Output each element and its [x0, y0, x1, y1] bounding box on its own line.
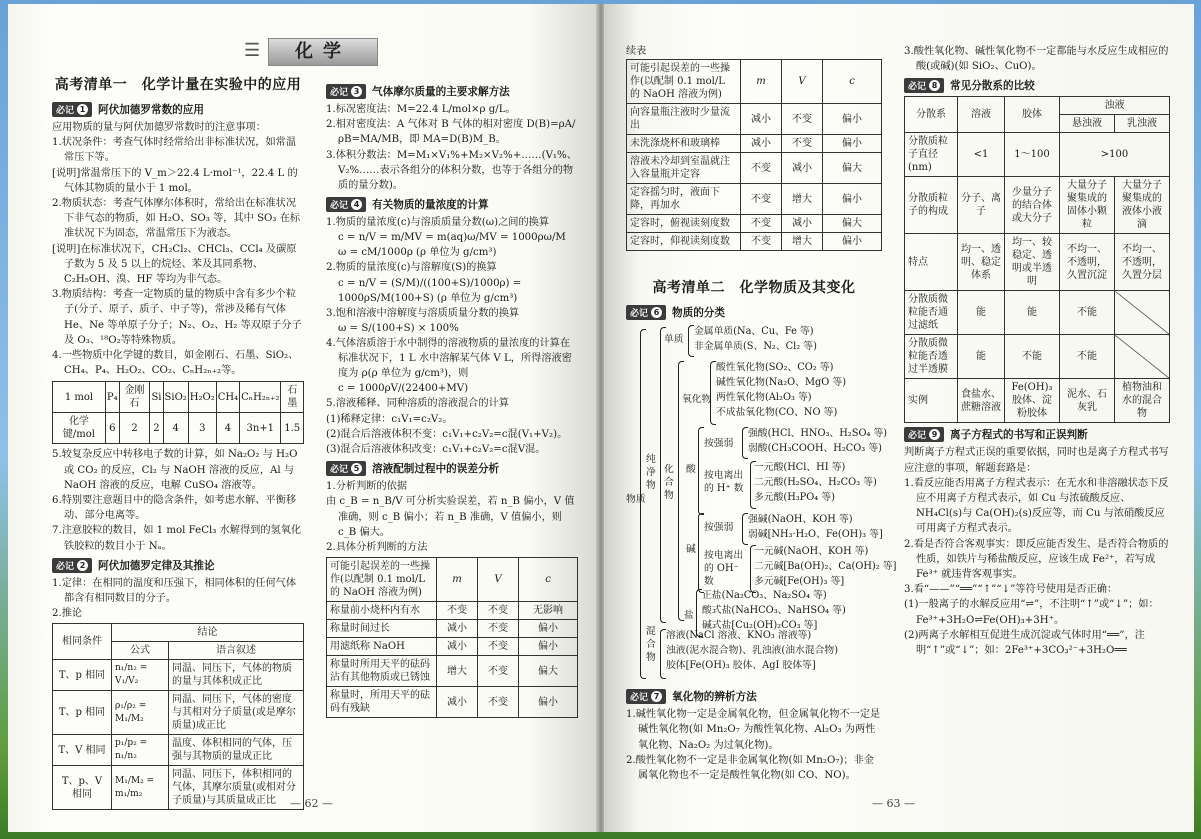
- table-cell: 2: [150, 413, 163, 444]
- paragraph-line: 2.物质的量浓度(c)与溶解度(S)的换算: [326, 262, 497, 274]
- paragraph-line: 6.特别要注意题目中的隐含条件，如考虑水解、平衡移动、部分电离等。: [52, 495, 297, 522]
- table-cell: 不变: [478, 602, 519, 620]
- section-title: 溶液配制过程中的误差分析: [372, 463, 500, 476]
- tree-node: 强酸(HCl、HNO₃、H₂SO₄ 等): [748, 428, 888, 440]
- table-cell: 减小: [437, 638, 478, 656]
- table-header-row: [627, 60, 882, 104]
- table-row: [627, 135, 882, 153]
- formula-line: ω = cM/1000ρ (ρ 单位为 g/cm³): [338, 247, 497, 259]
- table-cell: 大量分子聚集成的液体小液滴: [1115, 177, 1170, 234]
- table-cell: 实例: [905, 379, 958, 423]
- table-cell: 4: [163, 413, 188, 444]
- tree-node: 弱酸(CH₃COOH、H₂CO₃ 等): [748, 443, 882, 455]
- table-cell: 减小: [782, 215, 823, 233]
- page-number-right: — 63 —: [872, 797, 915, 810]
- right-column-1: [626, 44, 897, 783]
- table-cell: 不变: [782, 104, 823, 135]
- tree-node: 正盐(Na₂CO₃、Na₂SO₄ 等): [702, 590, 827, 602]
- table-header-cell: 相同条件: [53, 624, 112, 660]
- table-cell: 同温、同压下，气体的物质的量与其体积成正比: [169, 660, 304, 691]
- table-row: [627, 233, 882, 251]
- table-row: [627, 184, 882, 215]
- paragraph-line: 1.物质的量浓度(c)与溶质质量分数(ω)之间的换算: [326, 217, 550, 229]
- table-cell: 3: [188, 413, 216, 444]
- table-cell: <1: [958, 133, 1005, 177]
- formula-line: c = n/V = (S/M)/((100+S)/1000ρ) = 1000ρS/M(100+S) (ρ 单位为 g/cm³): [338, 277, 522, 304]
- table-cell: 偏小: [823, 233, 882, 251]
- table-cell: 2: [119, 413, 150, 444]
- paragraph-line: 3.看“——”“══”“↑”“↓”等符号使用是否正确：: [904, 584, 1118, 596]
- table-cell: 不变: [478, 638, 519, 656]
- table-cell: >100: [1060, 133, 1170, 177]
- table-row: [627, 104, 882, 135]
- bond-count-table: [52, 381, 304, 444]
- tree-node: 一元碱(NaOH、KOH 等): [754, 546, 869, 558]
- table-cell: 减小: [782, 153, 823, 184]
- section-title: 物质的分类: [672, 307, 725, 320]
- tree-root: 物质: [626, 494, 646, 506]
- paragraph-line: 1.标况密度法：M=22.4 L/mol×ρ g/L。: [326, 104, 516, 115]
- table-cell: 不变: [782, 135, 823, 153]
- table-cell: SiO₂: [163, 382, 188, 413]
- table-cell: 偏大: [519, 656, 578, 687]
- table-header-cell: m: [437, 558, 478, 602]
- empty-diagonal-cell: [1115, 291, 1170, 335]
- error-analysis-table-continued: [626, 59, 882, 251]
- tree-node: 一元酸(HCl、HI 等): [754, 462, 846, 474]
- section-4-heading: [326, 197, 578, 212]
- table-header-cell: 分散系: [905, 97, 958, 133]
- table-cell: 减小: [741, 104, 782, 135]
- table-row: [627, 153, 882, 184]
- table-cell: H₂O₂: [188, 382, 216, 413]
- table-cell: 偏大: [823, 215, 882, 233]
- table-cell: 均一、透明、稳定体系: [958, 234, 1005, 291]
- table-row: [905, 379, 1170, 423]
- tree-node: 酸: [686, 464, 696, 476]
- table-cell: 4: [216, 413, 239, 444]
- paragraph-line: [说明]常温常压下的 V_m＞22.4 L·mol⁻¹，22.4 L 的气体其物质的量小于 1 mol。: [52, 167, 298, 194]
- table-cell: 不变: [437, 602, 478, 620]
- table-row: [327, 602, 578, 620]
- table-cell: 1.5: [281, 413, 304, 444]
- tree-node: 酸式盐(NaHCO₃、NaHSO₄ 等): [702, 605, 846, 617]
- paragraph-line: 3.饱和溶液中溶解度与溶质质量分数的换算: [326, 307, 520, 319]
- table-cell: 增大: [782, 233, 823, 251]
- table-cell: 食盐水、蔗糖溶液: [958, 379, 1005, 423]
- table-cell: 不变: [741, 184, 782, 215]
- table-header-cell: c: [519, 558, 578, 602]
- table-cell: 1～100: [1005, 133, 1060, 177]
- section-title: 常见分散系的比较: [950, 80, 1035, 93]
- table-cell: 减小: [741, 135, 782, 153]
- paragraph-line: (1)一般离子的水解反应用“⇌”，不注明“↑”或“↓”；如：Fe³⁺+3H₂O⇌Fe(OH)₃+3H⁺。: [904, 599, 1159, 626]
- table-row: [53, 413, 304, 444]
- unit-2-title: 高考清单二 化学物质及其变化: [652, 280, 856, 297]
- paragraph-line: 3.物质结构：考查一定物质的量的物质中含有多少个粒子(分子、原子、质子、中子等)，常涉及稀有气体 He、Ne 等单原子分子；N₂、O₂、H₂ 等双原子分子及 O₃、¹⁸O₂等特殊物质。: [52, 289, 302, 346]
- paragraph-line: 2.物质状态：考查气体摩尔体积时，常给出在标准状况下非气态的物质，如 H₂O、SO₃ 等，其中 SO₃ 在标准状况下为固态，常温常压下为液态。: [52, 198, 301, 240]
- table-cell: p₁/p₂ = n₁/n₂: [112, 735, 169, 766]
- paragraph-line: 2.酸性氧化物不一定是非金属氧化物(如 Mn₂O₇)；非金属氧化物也不一定是酸性氧化物(如 CO、NO)。: [626, 754, 874, 782]
- tree-node: 浊液(泥水混合物)、乳浊液(油水混合物): [666, 645, 839, 657]
- section-title: 有关物质的量浓度的计算: [372, 199, 489, 212]
- table-row: [905, 133, 1170, 177]
- table-header-cell: 可能引起误差的一些操作(以配制 0.1 mol/L 的 NaOH 溶液为例): [627, 60, 741, 104]
- tree-node: 盐: [684, 610, 694, 622]
- section-2-heading: [52, 558, 304, 573]
- tree-node: 不成盐氧化物(CO、NO 等): [716, 407, 838, 419]
- section-9-heading: [904, 427, 1170, 442]
- empty-diagonal-cell: [1115, 335, 1170, 379]
- table-header-cell: 胶体: [1005, 97, 1060, 133]
- section-badge: 必记 1: [52, 102, 92, 117]
- formula-line: c = n/V = m/MV = m(aq)ω/MV = 1000ρω/M: [338, 232, 566, 244]
- paragraph-line: 1.定律：在相同的温度和压强下，相同体积的任何气体都含有相同数目的分子。: [52, 577, 297, 605]
- table-cell: 不变: [741, 153, 782, 184]
- section-6-heading: [626, 305, 882, 320]
- table-row: [627, 215, 882, 233]
- table-row: [327, 638, 578, 656]
- tree-node: 氧化物: [682, 394, 712, 406]
- section-badge: 必记 8: [904, 78, 944, 93]
- table-cell: 称量时间过长: [327, 620, 437, 638]
- paragraph-line: 5.溶液稀释、同种溶质的溶液混合的计算: [326, 398, 509, 410]
- table-cell: 能: [958, 291, 1005, 335]
- section-badge: 必记 2: [52, 558, 92, 573]
- table-cell: 同温、同压下，气体的密度与其相对分子质量(或是摩尔质量)成正比: [169, 691, 304, 735]
- table-cell: 大量分子聚集成的固体小颗粒: [1060, 177, 1115, 234]
- section-8-heading: [904, 78, 1170, 93]
- table-cell: 偏小: [519, 620, 578, 638]
- paragraph-line: (3)混合后溶液体积改变：c₁V₁+c₂V₂=c混V混。: [326, 444, 546, 456]
- formula-line: c = 1000ρV/(22400+MV): [338, 383, 469, 395]
- paragraph-line: (1)稀释定律：c₁V₁=c₂V₂。: [326, 413, 453, 425]
- right-page: [604, 4, 1194, 832]
- table-row: [905, 291, 1170, 335]
- table-cell: 化学键/mol: [53, 413, 106, 444]
- table-header-cell: 可能引起误差的一些操作(以配制 0.1 mol/L 的 NaOH 溶液为例): [327, 558, 437, 602]
- table-header-row: [53, 624, 304, 642]
- table-cell: 定容时，俯视读刻度数: [627, 215, 741, 233]
- tree-node: 化合物: [664, 464, 674, 502]
- paragraph-line: 应用物质的量与阿伏加德罗常数时的注意事项：: [52, 122, 266, 133]
- section-badge: 必记 5: [326, 461, 366, 476]
- tree-node: 强碱(NaOH、KOH 等): [748, 514, 853, 526]
- tree-node: 弱碱[NH₃·H₂O、Fe(OH)₃ 等]: [748, 529, 883, 541]
- tree-node: 胶体[Fe(OH)₃ 胶体、AgI 胶体等]: [666, 660, 816, 672]
- table-cell: 少量分子的结合体或大分子: [1005, 177, 1060, 234]
- section-1-heading: [52, 102, 304, 117]
- paragraph-line: 3.酸性氧化物、碱性氧化物不一定都能与水反应生成相应的酸(或碱)(如 SiO₂、CuO)。: [904, 46, 1169, 73]
- section-title: 阿伏加德罗常数的应用: [98, 104, 204, 116]
- section-badge: 必记 7: [626, 689, 666, 704]
- section-7-heading: [626, 689, 882, 704]
- paragraph-line: 2.具体分析判断的方法: [326, 542, 428, 554]
- table-cell: 溶液未冷却到室温就注入容量瓶并定容: [627, 153, 741, 184]
- open-book: [8, 4, 1194, 832]
- table-cell: 减小: [437, 620, 478, 638]
- table-row: [327, 620, 578, 638]
- table-cell: 增大: [437, 656, 478, 687]
- table-cell: 称量前小烧杯内有水: [327, 602, 437, 620]
- table-cell: 金刚石: [119, 382, 150, 413]
- formula-line: ω = S/(100+S) × 100%: [338, 322, 459, 334]
- table-header-cell: 乳浊液: [1115, 115, 1170, 133]
- table-cell: 不变: [478, 687, 519, 718]
- paragraph-line: 2.推论: [52, 608, 83, 620]
- table-cell: 不变: [478, 656, 519, 687]
- table-cell: 称量时所用天平的砝码沾有其他物质或已锈蚀: [327, 656, 437, 687]
- table-cell: 分散质微粒能否通过滤纸: [905, 291, 958, 335]
- tree-node: 二元碱[Ba(OH)₂、Ca(OH)₂ 等]: [754, 561, 897, 573]
- tree-node: 按电离出的 H⁺ 数: [704, 470, 744, 495]
- tree-node: 纯净物: [646, 454, 656, 492]
- table-cell: 均一、较稳定、透明或半透明: [1005, 234, 1060, 291]
- table-row: [53, 382, 304, 413]
- tree-node: 二元酸(H₂SO₄、H₂CO₃ 等): [754, 477, 877, 489]
- table-cell: 不均一、不透明，久置分层: [1115, 234, 1170, 291]
- table-row: [905, 177, 1170, 234]
- table-cell: T、p 相同: [53, 660, 112, 691]
- tree-node: 非金属单质(S、N₂、Cl₂ 等): [694, 341, 817, 353]
- table-row: [327, 656, 578, 687]
- table-cell: 3n+1: [240, 413, 281, 444]
- table-cell: 分散质粒子直径(nm): [905, 133, 958, 177]
- table-cell: 石墨: [281, 382, 304, 413]
- table-header-cell: 公式: [112, 642, 169, 660]
- table-cell: M₁/M₂ = m₁/m₂: [112, 766, 169, 810]
- tree-node: 按强弱: [704, 438, 734, 450]
- table-header-cell: 溶液: [958, 97, 1005, 133]
- table-cell: 定容摇匀时，液面下降，再加水: [627, 184, 741, 215]
- table-cell: 分子、离子: [958, 177, 1005, 234]
- tree-node: 混合物: [646, 626, 656, 664]
- tree-node: 多元酸(H₃PO₄ 等): [754, 492, 835, 504]
- table-cell: 不能: [1060, 291, 1115, 335]
- paragraph-line: 3.体积分数法：M=M₁×V₁%+M₂×V₂%+……(V₁%、V₂%……表示各组分的体积分数，也等于各组分的物质的量分数)。: [326, 149, 577, 192]
- table-cell: 偏小: [823, 135, 882, 153]
- table-header-row: [905, 97, 1170, 115]
- table-cell: 不能: [1005, 335, 1060, 379]
- tree-node: 按电离出的 OH⁻ 数: [704, 550, 744, 588]
- paragraph-line: 判断离子方程式正误的重要依据，同时也是离子方程式书写应注意的事项，解题套路是：: [904, 447, 1169, 474]
- table-header-row: [327, 558, 578, 602]
- table-cell: 不变: [741, 215, 782, 233]
- table-header-cell: V: [782, 60, 823, 104]
- table-cell: ρ₁/ρ₂ = M₁/M₂: [112, 691, 169, 735]
- section-3-heading: [326, 84, 578, 99]
- table-cell: Fe(OH)₃ 胶体、淀粉胶体: [1005, 379, 1060, 423]
- tree-node: 溶液(NaCl 溶液、KNO₃ 溶液等): [666, 630, 812, 642]
- table-cell: 偏小: [823, 104, 882, 135]
- table-cell: 减小: [437, 687, 478, 718]
- continued-label: 续表: [626, 46, 647, 57]
- table-cell: 称量时，所用天平的砝码有残缺: [327, 687, 437, 718]
- tree-node: 金属单质(Na、Cu、Fe 等): [694, 326, 814, 338]
- right-column-2: [904, 44, 1170, 658]
- table-header-cell: 浊液: [1060, 97, 1170, 115]
- table-cell: 偏小: [519, 638, 578, 656]
- table-row: [53, 735, 304, 766]
- table-cell: 增大: [782, 184, 823, 215]
- table-header-cell: c: [823, 60, 882, 104]
- paragraph-line: [说明]在标准状况下，CH₂Cl₂、CHCl₃、CCl₄ 及碳原子数为 5 及 5 以上的烷烃、苯及其同系物、C₂H₅OH、溴、HF 等均为非气态。: [52, 243, 297, 286]
- tree-node: 碱性氧化物(Na₂O、MgO 等): [716, 377, 847, 389]
- table-cell: 偏大: [823, 153, 882, 184]
- table-cell: Si: [150, 382, 163, 413]
- book-stack-icon: ☰: [244, 40, 261, 61]
- section-title: 阿伏加德罗定律及其推论: [98, 559, 215, 572]
- table-row: [53, 660, 304, 691]
- table-cell: 6: [105, 413, 119, 444]
- paragraph-line: 1.状况条件：考查气体时经常给出非标准状况，如常温常压下等。: [52, 137, 297, 164]
- table-cell: 偏小: [519, 687, 578, 718]
- table-cell: 不变: [478, 620, 519, 638]
- table-cell: 能: [1005, 291, 1060, 335]
- table-header-cell: 悬浊液: [1060, 115, 1115, 133]
- table-cell: CₙH₂ₙ₊₂: [240, 382, 281, 413]
- table-header-cell: 结论: [112, 624, 304, 642]
- paragraph-line: (2)两离子水解相互促进生成沉淀或气体时用“══”，注明“↑”或“↓”；如：2Fe³⁺+3CO₃²⁻+3H₂O══: [904, 629, 1145, 657]
- paragraph-line: 4.气体溶质溶于水中制得的溶液物质的量浓度的计算在标准状况下，1 L 水中溶解某气体 V L，所得溶液密度为 ρ(ρ 单位为 g/cm³)，则: [326, 337, 572, 380]
- table-cell: 特点: [905, 234, 958, 291]
- table-cell: 1 mol: [53, 382, 106, 413]
- table-cell: 不变: [741, 233, 782, 251]
- table-row: [327, 687, 578, 718]
- paragraph-line: 1.看反应能否用离子方程式表示：在无水和非溶融状态下反应不用离子方程式表示，如 Cu 与浓硫酸反应、NH₄Cl(s)与 Ca(OH)₂(s)反应等，而 Cu 与浓硝酸反应可用离子方程式表示。: [904, 477, 1169, 535]
- table-row: [53, 691, 304, 735]
- section-badge: 必记 4: [326, 197, 366, 212]
- paragraph-line: 5.较复杂反应中转移电子数的计算，如 Na₂O₂ 与 H₂O 或 CO₂ 的反应，Cl₂ 与 NaOH 溶液的反应，Al 与 NaOH 溶液的反应，电解 CuSO₄ 溶液等。: [52, 449, 298, 491]
- tree-node: 多元碱[Fe(OH)₃ 等]: [754, 576, 845, 588]
- error-analysis-table: [326, 557, 578, 718]
- tree-node: 酸性氧化物(SO₂、CO₂ 等): [716, 362, 834, 374]
- section-title: 离子方程式的书写和正误判断: [950, 429, 1088, 442]
- section-title: 气体摩尔质量的主要求解方法: [372, 86, 510, 98]
- section-badge: 必记 3: [326, 84, 366, 99]
- avogadro-law-table: [52, 623, 304, 810]
- page-number-left: — 62 —: [290, 797, 333, 810]
- table-cell: T、p 相同: [53, 691, 112, 735]
- paragraph-line: (2)混合后溶液体积不变：c₁V₁+c₂V₂=c混(V₁+V₂)。: [326, 428, 568, 440]
- dispersion-system-table: [904, 96, 1170, 423]
- table-cell: 不能: [1060, 335, 1115, 379]
- paragraph-line: 2.相对密度法：A 气体对 B 气体的相对密度 D(B)=ρA/ρB=MA/MB，即 MA=D(B)M_B。: [326, 119, 576, 146]
- unit-title: 高考清单一 化学计量在实验中的应用: [54, 77, 302, 93]
- left-column-2: [326, 80, 578, 718]
- table-cell: T、V 相同: [53, 735, 112, 766]
- tree-node: 单质: [664, 334, 684, 346]
- table-cell: 偏小: [823, 184, 882, 215]
- table-cell: 无影响: [519, 602, 578, 620]
- paragraph-line: 1.碱性氧化物一定是金属氧化物，但金属氧化物不一定是碱性氧化物(如 Mn₂O₇ 为酸性氧化物、Al₂O₃ 为两性氧化物、Na₂O₂ 为过氧化物)。: [626, 709, 881, 751]
- table-cell: 未洗涤烧杯和玻璃棒: [627, 135, 741, 153]
- table-header-cell: m: [741, 60, 782, 104]
- tree-node: 两性氧化物(Al₂O₃ 等): [716, 392, 812, 404]
- left-column-1: [52, 68, 304, 810]
- table-cell: 分散质微粒能否透过半透膜: [905, 335, 958, 379]
- section-5-heading: [326, 461, 578, 476]
- table-cell: 定容时，仰视读刻度数: [627, 233, 741, 251]
- table-cell: 同温、同压下，体积相同的气体，其摩尔质量(或相对分子质量)与其质量成正比: [169, 766, 304, 810]
- table-cell: CH₄: [216, 382, 239, 413]
- table-cell: 泥水、石灰乳: [1060, 379, 1115, 423]
- table-cell: 分散质粒子的构成: [905, 177, 958, 234]
- section-badge: 必记 9: [904, 427, 944, 442]
- paragraph-line: 2.看是否符合客观事实：即反应能否发生、是否符合物质的性质，如铁片与稀盐酸反应，应该生成 Fe²⁺，若写成 Fe³⁺ 就违背客观事实。: [904, 538, 1169, 581]
- table-header-cell: V: [478, 558, 519, 602]
- classification-tree: [626, 323, 897, 685]
- table-cell: T、p、V 相同: [53, 766, 112, 810]
- table-row: [53, 766, 304, 810]
- section-badge: 必记 6: [626, 305, 666, 320]
- table-cell: 向容量瓶注液时少量流出: [627, 104, 741, 135]
- table-cell: 植物油和水的混合物: [1115, 379, 1170, 423]
- table-cell: 用滤纸称 NaOH: [327, 638, 437, 656]
- paragraph-line: 1.分析判断的依据: [326, 481, 408, 493]
- table-cell: 温度、体积相同的气体，压强与其物质的量成正比: [169, 735, 304, 766]
- table-row: [905, 234, 1170, 291]
- tree-node: 按强弱: [704, 522, 734, 534]
- subject-banner: 化学: [268, 38, 378, 66]
- table-cell: 不均一、不透明，久置沉淀: [1060, 234, 1115, 291]
- paragraph-line: 4.一些物质中化学键的数目，如金刚石、石墨、SiO₂、CH₄、P₄、H₂O₂、CO₂、CₙH₂ₙ₊₂等。: [52, 350, 299, 377]
- table-row: [905, 335, 1170, 379]
- paragraph-line: 7.注意胶粒的数目，如 1 mol FeCl₃ 水解得到的氢氧化铁胶粒的数目小于 Nₐ。: [52, 525, 302, 552]
- table-header-cell: 语言叙述: [169, 642, 304, 660]
- table-cell: 能: [958, 335, 1005, 379]
- table-cell: P₄: [105, 382, 119, 413]
- left-page: [8, 4, 598, 832]
- table-cell: n₁/n₂ = V₁/V₂: [112, 660, 169, 691]
- tree-node: 碱: [686, 544, 696, 556]
- tree-node: 碱式盐[Cu₂(OH)₂CO₃ 等]: [702, 620, 818, 632]
- section-title: 氧化物的辨析方法: [672, 691, 757, 704]
- paragraph-line: 由 c_B = n_B/V 可分析实验误差，若 n_B 偏小，V 值准确，则 c_B 偏小；若 n_B 准确，V 值偏小，则 c_B 偏大。: [326, 496, 575, 538]
